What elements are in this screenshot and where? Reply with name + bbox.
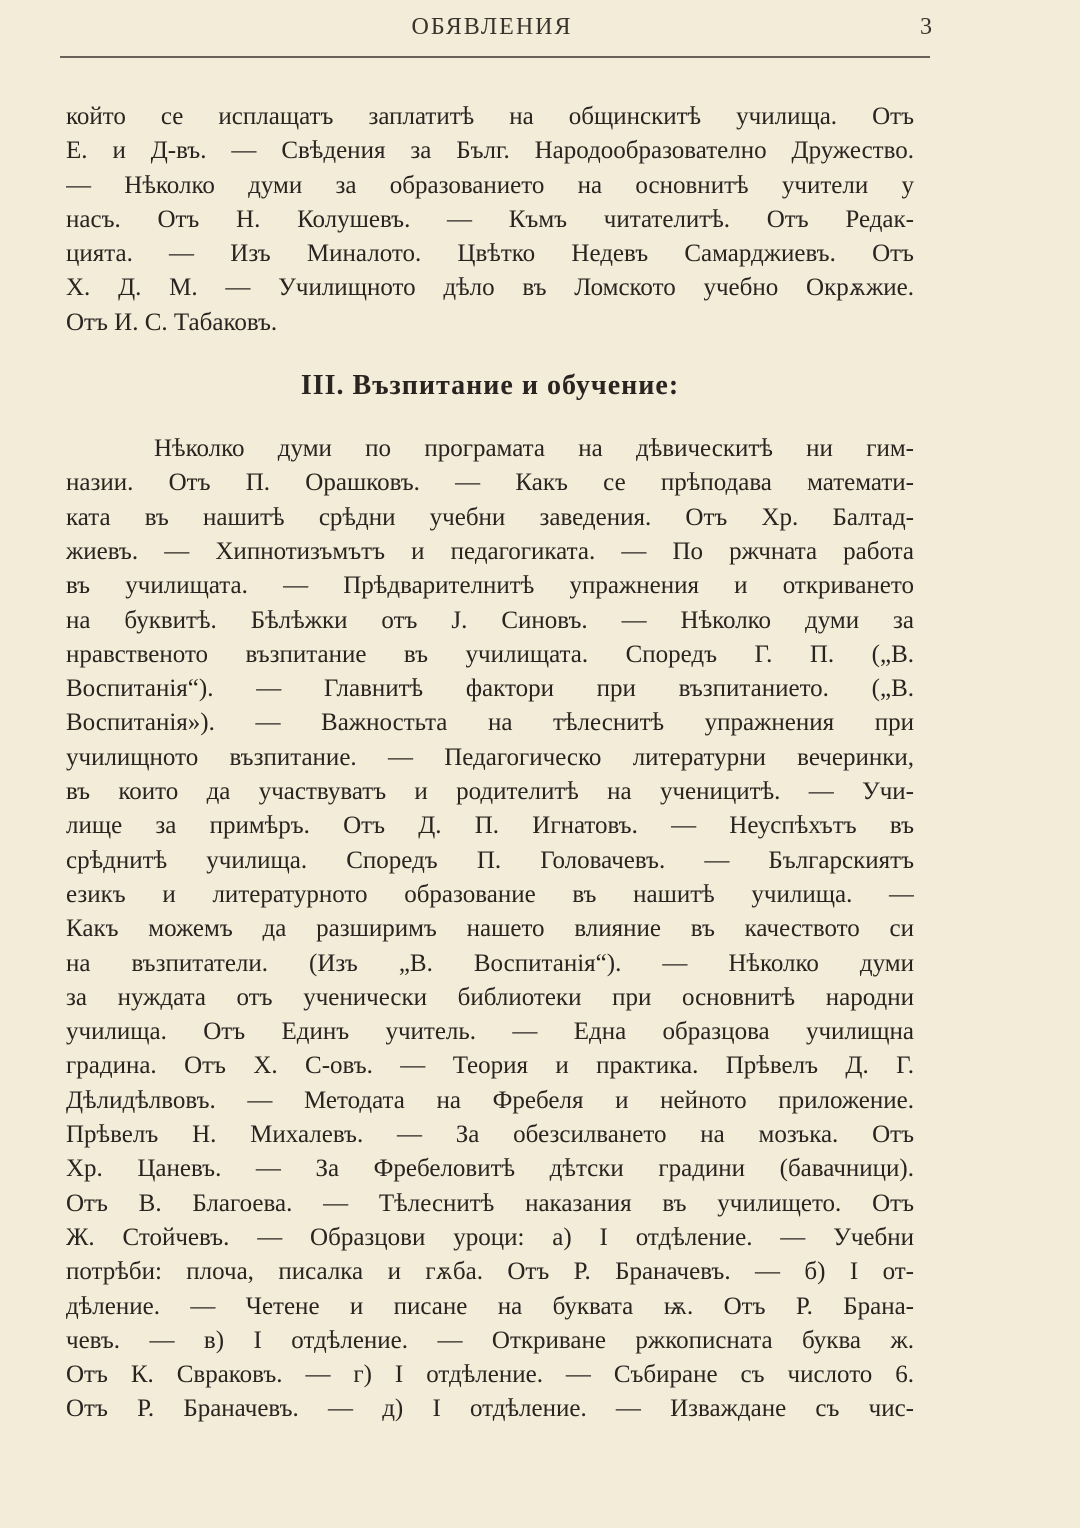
text-line: нравственото възпитание въ училищата. Споредъ Г. П. („В.: [66, 640, 914, 668]
page-body: [66, 100, 914, 1427]
text-line: който се исплащатъ заплатитѣ на общинскитѣ училища. Отъ: [66, 103, 914, 130]
text-block-continued: [66, 100, 914, 340]
text-line: чевъ. — в) I отдѣление. — Откриване ржкописната буква ж.: [66, 1326, 914, 1354]
section-heading: III. Възпитание и обучение:: [300, 370, 680, 402]
text-line: за нуждата отъ ученически библиотеки при основнитѣ народни: [66, 983, 914, 1011]
text-line: на буквитѣ. Бѣлѣжки отъ J. Синовъ. — Нѣколко думи за: [66, 606, 914, 634]
text-line: ката въ нашитѣ срѣдни учебни заведения. Отъ Хр. Балтад-: [66, 503, 914, 531]
text-line: градина. Отъ Х. С-овъ. — Теория и практика. Прѣвелъ Д. Г.: [66, 1052, 914, 1080]
text-line: Отъ В. Благоева. — Тѣлеснитѣ наказания въ училището. Отъ: [66, 1189, 914, 1217]
text-line: срѣднитѣ училища. Споредъ П. Головачевъ. — Българскиятъ: [66, 846, 914, 874]
text-line: Х. Д. М. — Училищното дѣло въ Ломското учебно Окрѫжие.: [66, 274, 914, 302]
text-line: Отъ К. Свраковъ. — г) I отдѣление. — Събиране съ числото 6.: [66, 1361, 914, 1389]
text-line: Воспитанія»). — Важностьта на тѣлеснитѣ упражнения при: [66, 709, 914, 737]
text-line: въ които да участвуватъ и родителитѣ на ученицитѣ. — Учи-: [66, 778, 914, 806]
text-line: цията. — Изъ Миналото. Цвѣтко Недевъ Самарджиевъ. Отъ: [66, 240, 914, 268]
text-line: училищното възпитание. — Педагогическо литературни вечеринки,: [66, 743, 914, 771]
page-header: [62, 14, 932, 48]
header-rule: [60, 56, 930, 58]
page-number: 3: [920, 14, 932, 40]
text-line: лище за примѣръ. Отъ Д. П. Игнатовъ. — Неуспѣхътъ въ: [66, 812, 914, 840]
text-line: Нѣколко думи по програмата на дѣвическитѣ ни гим-: [154, 435, 914, 463]
text-line: езикъ и литературното образование въ нашитѣ училища. —: [66, 880, 914, 908]
text-line: — Нѣколко думи за образованието на основнитѣ учители у: [66, 171, 914, 199]
text-line: Какъ можемъ да разширимъ нашето влияние въ качеството си: [66, 915, 914, 943]
text-line: въ училищата. — Прѣдварителнитѣ упражнения и откриването: [66, 572, 914, 600]
running-title: ОБЯВЛЕНИЯ: [411, 14, 573, 40]
text-line: училища. Отъ Единъ учитель. — Една образцова училищна: [66, 1018, 914, 1046]
text-block-section-3: [66, 432, 914, 1427]
text-line: Ж. Стойчевъ. — Образцови уроци: а) I отдѣление. — Учебни: [66, 1223, 914, 1251]
text-line: насъ. Отъ Н. Колушевъ. — Къмъ читателитѣ. Отъ Редак-: [66, 205, 914, 233]
text-line: Дѣлидѣлвовъ. — Методата на Фребеля и нейното приложение.: [66, 1086, 914, 1114]
text-line: Е. и Д-въ. — Свѣдения за Бълг. Народообразователно Дружество.: [66, 137, 914, 165]
text-line: Отъ Р. Браначевъ. — д) I отдѣление. — Изваждане съ чис-: [66, 1395, 914, 1423]
text-line: потрѣби: плоча, писалка и гѫба. Отъ Р. Браначевъ. — б) I от-: [66, 1258, 914, 1286]
text-line: Хр. Цаневъ. — За Фребеловитѣ дѣтски градини (бавачници).: [66, 1155, 914, 1183]
text-line: Прѣвелъ Н. Михалевъ. — За обезсилването на мозъка. Отъ: [66, 1121, 914, 1149]
text-line: на възпитатели. (Изъ „В. Воспитанія“). — Нѣколко думи: [66, 949, 914, 977]
text-line: жиевъ. — Хипнотизъмътъ и педагогиката. — По ржчната работа: [66, 537, 914, 565]
text-line: дѣление. — Четене и писане на буквата ѭ. Отъ Р. Брана-: [66, 1292, 914, 1320]
text-line: назии. Отъ П. Орашковъ. — Какъ се прѣподава математи-: [66, 469, 914, 497]
text-line: Отъ И. С. Табаковъ.: [66, 308, 278, 336]
text-line: Воспитанія“). — Главнитѣ фактори при възпитанието. („В.: [66, 675, 914, 703]
